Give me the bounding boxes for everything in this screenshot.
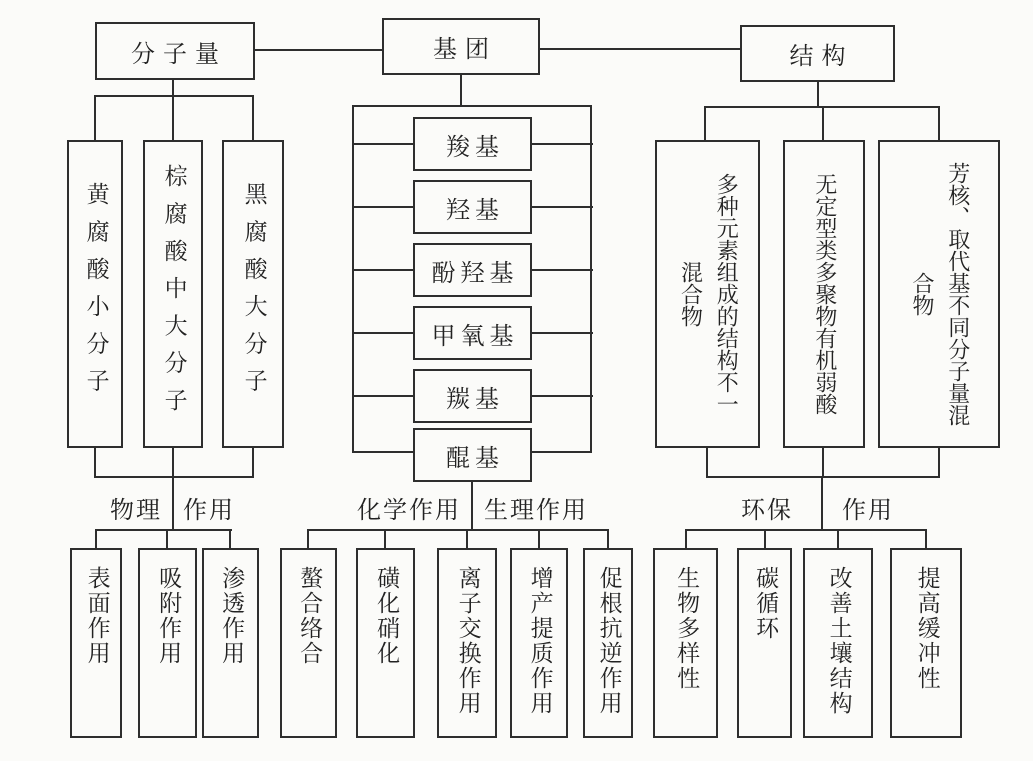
connector-line: [94, 448, 96, 478]
node-label: 碳循环: [752, 566, 779, 641]
connector-line: [252, 448, 254, 478]
node-label-columns: [672, 142, 743, 446]
connector-line: [938, 106, 940, 140]
connector-line: [172, 476, 174, 531]
node-label: 促根抗逆作用: [595, 566, 622, 716]
connector-line: [172, 448, 174, 478]
node-label: 表面作用: [83, 566, 110, 666]
connector-line: [817, 82, 819, 108]
node-label: 甲氧基: [431, 321, 519, 350]
node-carbonyl: [413, 369, 532, 423]
connector-line: [94, 476, 254, 478]
node-carbon-cycle: [737, 548, 792, 738]
node-label: 离子交换作用: [454, 566, 481, 716]
node-label-columns: [903, 142, 974, 446]
node-label: 羧基: [446, 132, 504, 161]
node-biodiversity: [653, 548, 718, 738]
node-carboxyl: [413, 117, 532, 171]
connector-line: [685, 529, 687, 549]
node-label-columns: [806, 142, 842, 446]
node-label: 增产提质作用: [526, 566, 553, 716]
node-multi-element-mixture: [655, 140, 760, 448]
connector-line: [706, 448, 708, 478]
node-surface-effect: [70, 548, 122, 738]
node-label: 吸附作用: [155, 566, 182, 666]
node-label: 渗透作用: [218, 566, 245, 666]
node-root-stress-effect: [583, 548, 633, 738]
node-quinone: [413, 428, 532, 482]
node-label: 生物多样性: [673, 566, 700, 691]
connector-line: [166, 529, 168, 549]
connector-line: [837, 529, 839, 549]
connector-line: [255, 49, 382, 51]
connector-line: [252, 95, 254, 140]
label-physiological-effect: 生理作用: [484, 496, 588, 524]
node-label-side: 混合物: [677, 261, 703, 327]
node-label-main: 无定型类多聚物有机弱酸: [811, 173, 837, 415]
label-environmental: 环保: [741, 496, 793, 524]
node-label-side: 合物: [909, 272, 934, 316]
connector-line: [764, 529, 766, 549]
connector-line: [94, 95, 254, 97]
node-hydroxyl: [413, 180, 532, 234]
node-structure: [740, 25, 895, 82]
node-black-humic-acid: [222, 140, 284, 448]
node-osmosis-effect: [202, 548, 259, 738]
connector-line: [471, 482, 473, 531]
node-label: 羰基: [446, 384, 504, 413]
node-soil-structure-improvement: [803, 548, 873, 738]
connector-line: [460, 75, 462, 106]
node-label: 分子量: [131, 39, 227, 68]
connector-line: [822, 106, 824, 140]
node-molecular-weight: [95, 22, 255, 80]
node-label: 基团: [433, 35, 497, 63]
node-sulfonation-nitration: [356, 548, 415, 738]
label-chemical-effect: 化学作用: [357, 496, 461, 524]
connector-line: [172, 95, 174, 140]
connector-line: [384, 529, 386, 549]
node-phenolic-hydroxyl: [413, 243, 532, 297]
node-adsorption-effect: [138, 548, 197, 738]
connector-line: [925, 529, 927, 549]
label-physical-part2: 作用: [183, 496, 235, 524]
node-label: 结构: [789, 42, 854, 70]
connector-line: [538, 529, 540, 549]
node-label-main: 芳核、取代基不同分子量混: [944, 162, 970, 426]
node-yield-quality-effect: [510, 548, 568, 738]
connector-line: [938, 448, 940, 478]
node-label: 磺化硝化: [373, 566, 400, 666]
node-label: 醌基: [446, 443, 504, 472]
connector-line: [607, 529, 609, 549]
connector-line: [229, 529, 231, 549]
node-label: 棕腐酸中大分子: [160, 163, 187, 425]
connector-line: [95, 529, 97, 549]
connector-line: [307, 529, 309, 549]
connector-line: [466, 529, 468, 549]
connector-line: [540, 48, 740, 50]
connector-line: [95, 529, 232, 531]
node-ion-exchange-effect: [437, 548, 497, 738]
node-label: 螯合络合: [296, 566, 323, 666]
label-physical-part1: 物理: [110, 496, 162, 524]
node-methoxy: [413, 306, 532, 360]
connector-line: [704, 106, 706, 140]
connector-line: [821, 476, 823, 531]
node-label: 改善土壤结构: [825, 566, 852, 716]
connector-line: [94, 95, 96, 140]
node-label: 提高缓冲性: [913, 566, 940, 691]
node-label: 酚羟基: [431, 258, 519, 287]
node-chelation-complexation: [280, 548, 337, 738]
node-label-main: 多种元素组成的结构不一: [713, 173, 739, 415]
node-aromatic-mixture: [878, 140, 1000, 448]
node-label: 黑腐酸大分子: [240, 182, 267, 406]
node-buffering-improvement: [890, 548, 962, 738]
connector-line: [706, 476, 940, 478]
node-label: 羟基: [446, 195, 504, 224]
node-yellow-humic-acid: [67, 140, 123, 448]
connector-line: [822, 448, 824, 478]
node-label: 黄腐酸小分子: [82, 182, 109, 406]
label-environmental-effect: 作用: [842, 496, 894, 524]
connector-line: [685, 529, 926, 531]
node-functional-groups: [382, 18, 540, 75]
node-amorphous-polymer-acid: [783, 140, 865, 448]
node-brown-humic-acid: [143, 140, 203, 448]
connector-line: [307, 529, 609, 531]
